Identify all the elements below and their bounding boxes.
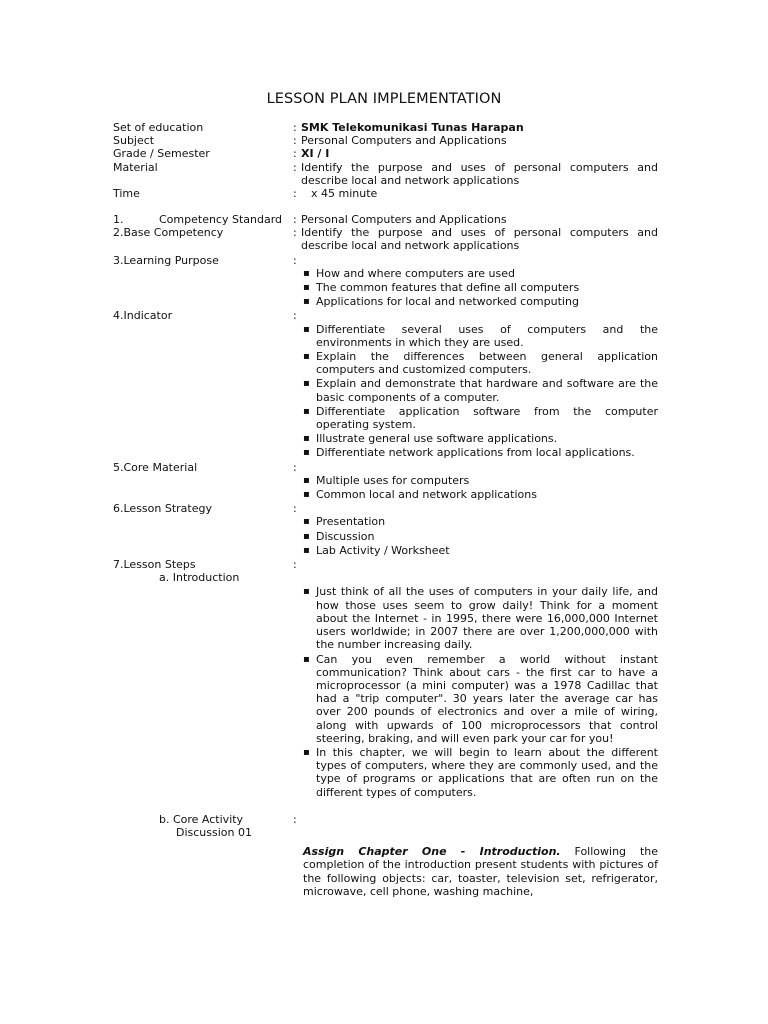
colon: : [293,147,297,161]
list-item: ▪ Differentiate application software from the computer operating system. [303,405,658,431]
competency-standard-label [113,213,293,226]
lesson-strategy-row [113,502,658,515]
list-item: ▪ Illustrate general use software applications. [303,432,658,445]
list-item: ▪ In this chapter, we will begin to learn about the different types of computers, where they are commonly used, and the type of programs or applications that are often run on the different types of computers. [303,746,658,799]
header-info [113,121,658,200]
core-material-row [113,461,658,474]
base-competency-row [113,226,658,252]
colon: : [293,213,297,226]
colon: : [293,558,297,572]
subject-row [113,134,658,147]
competency-standard-value: Personal Computers and Applications [301,213,507,226]
discussion-label: Discussion 01 [176,825,252,839]
list-item: ▪ Explain and demonstrate that hardware and software are the basic components of a computer. [303,377,658,403]
lesson-sections [113,213,658,898]
colon: : [293,253,297,267]
discussion-row [113,826,658,839]
material-label: Material [113,160,158,174]
colon: : [293,309,297,323]
list-item: ▪ Can you even remember a world without instant communication? Think about cars - the first car to have a microprocessor (a mini computer) was a 1978 Cadillac that had a "trip computer". 30 years later the average car has over 200 pounds of electronics and over a mile of wiring, along with upwards of 100 microprocessors that control steering, braking, and will even park your car for you! [303,653,658,745]
set-of-education-value: SMK Telekomunikasi Tunas Harapan [301,121,524,134]
list-item: ▪ Explain the differences between general application computers and customized computers. [303,350,658,376]
colon: : [293,160,297,174]
subject-value: Personal Computers and Applications [301,134,507,148]
indicator-list [113,323,658,460]
list-item: ▪ Discussion [303,530,658,543]
grade-label: Grade / Semester [113,147,210,161]
indicator-row [113,309,658,322]
lesson-strategy-list [113,515,658,557]
list-item: ▪ The common features that define all computers [303,281,658,294]
lesson-steps-label: 7.Lesson Steps [113,558,196,572]
list-item: ▪ How and where computers are used [303,267,658,280]
colon: : [293,460,297,474]
list-item: ▪ Applications for local and networked computing [303,295,658,308]
introduction-list [113,585,658,798]
list-item: ▪ Common local and network applications [303,488,658,501]
time-row [113,187,658,200]
introduction-row [113,571,658,584]
learning-purpose-label: 3.Learning Purpose [113,253,219,267]
base-competency-value: Identify the purpose and uses of personal computers and describe local and network applications [301,226,658,253]
competency-standard-text: Competency Standard [159,213,283,226]
base-competency-label: 2.Base Competency [113,226,224,240]
colon: : [293,134,297,148]
page-title: LESSON PLAN IMPLEMENTATION [266,91,502,107]
assign-text: Following the completion of the introduction present students with pictures of the following objects: car, toaster, television set, refrigerator, microwave, cell phone, washing machine, [303,845,658,898]
list-item: ▪ Differentiate several uses of computers and the environments in which they are used. [303,323,658,349]
colon: : [293,187,297,201]
set-of-education-label: Set of education [113,121,204,134]
colon: : [293,502,297,516]
core-activity-label: b. Core Activity [159,812,244,826]
introduction-label: a. Introduction [159,571,240,585]
competency-standard-row [113,213,658,226]
lesson-strategy-label: 6.Lesson Strategy [113,502,212,516]
colon: : [293,121,297,134]
material-value: Identify the purpose and uses of personal computers and describe local and network applications [301,160,658,187]
core-activity-row [113,813,658,826]
time-label: Time [113,187,140,201]
lesson-steps-row [113,558,658,571]
grade-value: XI / I [301,147,330,161]
set-of-education-row [113,121,658,134]
material-row [113,161,658,187]
indicator-label: 4.Indicator [113,309,173,323]
assign-paragraph [303,845,658,898]
colon: : [293,812,297,826]
grade-row [113,147,658,160]
core-material-label: 5.Core Material [113,460,198,474]
colon: : [293,226,297,240]
learning-purpose-list [113,267,658,309]
list-item: ▪ Differentiate network applications from local applications. [303,446,658,459]
core-material-list [113,474,658,501]
list-item: ▪ Just think of all the uses of computers in your daily life, and how those uses seem to grow daily! Think for a moment about the Internet - in 1995, there were 16,000,000 Internet users worldwide; in 2007 there are over 1,200,000,000 with the number increasing daily. [303,585,658,651]
assign-heading: Assign Chapter One - Introduction. [303,845,561,859]
list-item: ▪ Multiple uses for computers [303,474,658,487]
list-item: ▪ Lab Activity / Worksheet [303,544,658,557]
section-number: 1. [113,213,124,226]
subject-label: Subject [113,134,155,148]
list-item: ▪ Presentation [303,515,658,528]
learning-purpose-row [113,254,658,267]
time-value: x 45 minute [311,187,378,201]
